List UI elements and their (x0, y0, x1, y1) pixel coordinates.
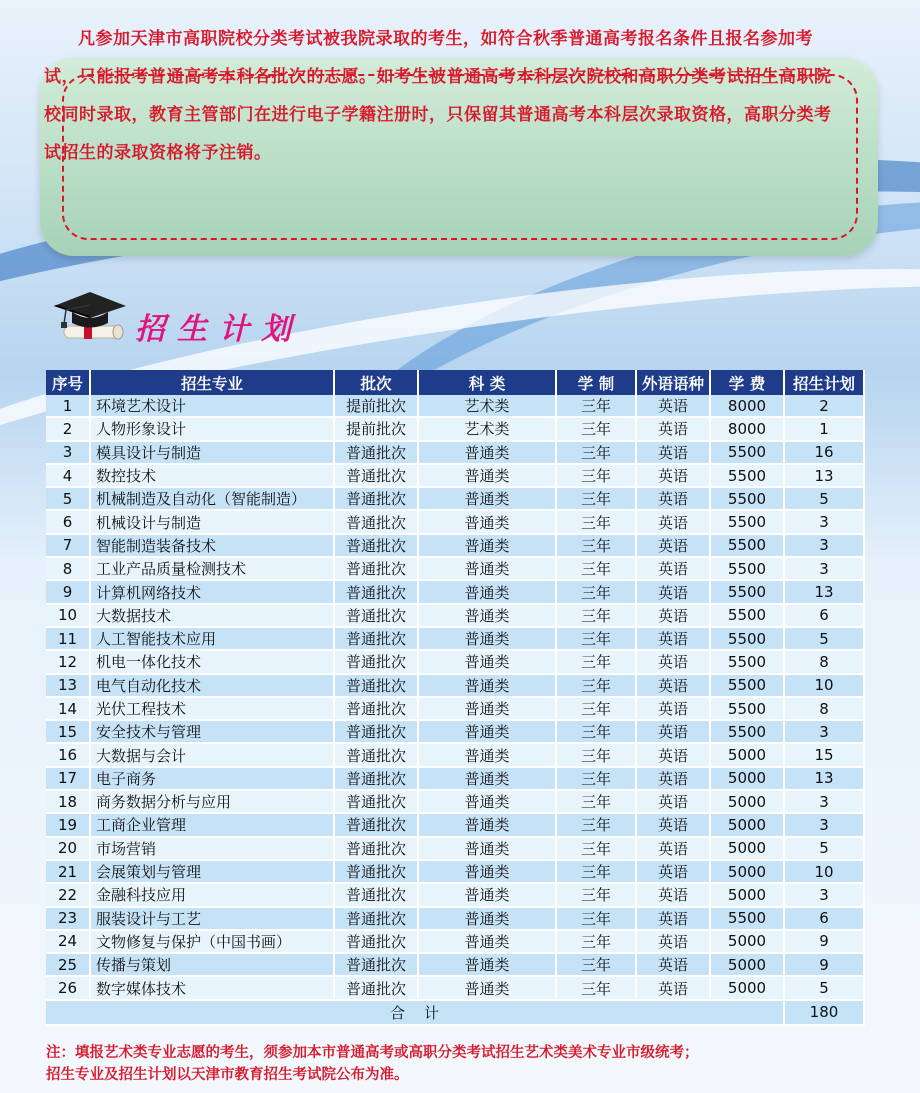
column-header: 学 费 (710, 370, 784, 395)
duration-cell: 三年 (556, 627, 636, 650)
table-row (46, 395, 864, 417)
language-cell: 英语 (636, 697, 710, 720)
tuition-cell: 5500 (710, 534, 784, 557)
batch-cell: 普通批次 (334, 767, 418, 790)
category-cell: 普通类 (418, 627, 556, 650)
tuition-cell: 5500 (710, 580, 784, 603)
quota-cell: 13 (784, 580, 864, 603)
major-cell: 会展策划与管理 (90, 860, 334, 883)
table-row (46, 441, 864, 464)
major-cell: 工商企业管理 (90, 813, 334, 836)
row-number-cell: 25 (46, 953, 90, 976)
category-cell: 普通类 (418, 604, 556, 627)
row-number-cell: 17 (46, 767, 90, 790)
category-cell: 普通类 (418, 813, 556, 836)
batch-cell: 普通批次 (334, 534, 418, 557)
quota-cell: 1 (784, 417, 864, 440)
quota-cell: 3 (784, 557, 864, 580)
batch-cell: 普通批次 (334, 813, 418, 836)
category-cell: 普通类 (418, 930, 556, 953)
tuition-cell: 5500 (710, 650, 784, 673)
quota-cell: 15 (784, 743, 864, 766)
duration-cell: 三年 (556, 395, 636, 417)
table-row (46, 767, 864, 790)
table-row (46, 720, 864, 743)
table-row (46, 976, 864, 999)
batch-cell: 普通批次 (334, 790, 418, 813)
quota-cell: 3 (784, 883, 864, 906)
row-number-cell: 10 (46, 604, 90, 627)
duration-cell: 三年 (556, 557, 636, 580)
quota-cell: 8 (784, 697, 864, 720)
duration-cell: 三年 (556, 580, 636, 603)
duration-cell: 三年 (556, 720, 636, 743)
quota-cell: 3 (784, 813, 864, 836)
category-cell: 普通类 (418, 580, 556, 603)
column-header: 序号 (46, 370, 90, 395)
major-cell: 计算机网络技术 (90, 580, 334, 603)
major-cell: 商务数据分析与应用 (90, 790, 334, 813)
table-row (46, 953, 864, 976)
row-number-cell: 5 (46, 487, 90, 510)
major-cell: 智能制造装备技术 (90, 534, 334, 557)
category-cell: 普通类 (418, 534, 556, 557)
tuition-cell: 5000 (710, 790, 784, 813)
quota-cell: 3 (784, 510, 864, 533)
row-number-cell: 23 (46, 907, 90, 930)
batch-cell: 普通批次 (334, 720, 418, 743)
table-row (46, 813, 864, 836)
duration-cell: 三年 (556, 930, 636, 953)
category-cell: 普通类 (418, 557, 556, 580)
column-header: 学 制 (556, 370, 636, 395)
language-cell: 英语 (636, 743, 710, 766)
duration-cell: 三年 (556, 790, 636, 813)
language-cell: 英语 (636, 557, 710, 580)
tuition-cell: 5500 (710, 907, 784, 930)
batch-cell: 普通批次 (334, 697, 418, 720)
total-label: 合 计 (46, 1000, 784, 1025)
language-cell: 英语 (636, 487, 710, 510)
quota-cell: 3 (784, 720, 864, 743)
language-cell: 英语 (636, 464, 710, 487)
tuition-cell: 5000 (710, 953, 784, 976)
quota-cell: 13 (784, 464, 864, 487)
major-cell: 机械制造及自动化（智能制造） (90, 487, 334, 510)
language-cell: 英语 (636, 907, 710, 930)
batch-cell: 提前批次 (334, 395, 418, 417)
category-cell: 普通类 (418, 697, 556, 720)
quota-cell: 9 (784, 930, 864, 953)
language-cell: 英语 (636, 417, 710, 440)
tuition-cell: 5500 (710, 510, 784, 533)
category-cell: 普通类 (418, 907, 556, 930)
tuition-cell: 8000 (710, 395, 784, 417)
row-number-cell: 13 (46, 674, 90, 697)
category-cell: 普通类 (418, 883, 556, 906)
quota-cell: 13 (784, 767, 864, 790)
column-header: 外语语种 (636, 370, 710, 395)
major-cell: 市场营销 (90, 837, 334, 860)
tuition-cell: 5500 (710, 557, 784, 580)
major-cell: 模具设计与制造 (90, 441, 334, 464)
batch-cell: 普通批次 (334, 650, 418, 673)
tuition-cell: 5000 (710, 883, 784, 906)
quota-cell: 3 (784, 534, 864, 557)
quota-cell: 5 (784, 627, 864, 650)
row-number-cell: 4 (46, 464, 90, 487)
batch-cell: 普通批次 (334, 837, 418, 860)
row-number-cell: 22 (46, 883, 90, 906)
quota-cell: 16 (784, 441, 864, 464)
language-cell: 英语 (636, 510, 710, 533)
major-cell: 电气自动化技术 (90, 674, 334, 697)
language-cell: 英语 (636, 837, 710, 860)
batch-cell: 普通批次 (334, 674, 418, 697)
duration-cell: 三年 (556, 510, 636, 533)
tuition-cell: 5000 (710, 813, 784, 836)
duration-cell: 三年 (556, 441, 636, 464)
row-number-cell: 8 (46, 557, 90, 580)
table-row (46, 860, 864, 883)
tuition-cell: 5500 (710, 464, 784, 487)
tuition-cell: 5000 (710, 837, 784, 860)
quota-cell: 8 (784, 650, 864, 673)
tuition-cell: 5500 (710, 604, 784, 627)
category-cell: 普通类 (418, 441, 556, 464)
category-cell: 普通类 (418, 487, 556, 510)
quota-cell: 6 (784, 907, 864, 930)
major-cell: 环境艺术设计 (90, 395, 334, 417)
duration-cell: 三年 (556, 534, 636, 557)
table-row (46, 790, 864, 813)
quota-cell: 5 (784, 837, 864, 860)
category-cell: 普通类 (418, 720, 556, 743)
major-cell: 数字媒体技术 (90, 976, 334, 999)
table-row (46, 697, 864, 720)
tuition-cell: 5000 (710, 976, 784, 999)
category-cell: 普通类 (418, 837, 556, 860)
table-row (46, 510, 864, 533)
row-number-cell: 15 (46, 720, 90, 743)
table-row (46, 650, 864, 673)
tuition-cell: 5500 (710, 487, 784, 510)
language-cell: 英语 (636, 767, 710, 790)
table-row (46, 837, 864, 860)
language-cell: 英语 (636, 604, 710, 627)
table-row (46, 930, 864, 953)
quota-cell: 5 (784, 976, 864, 999)
duration-cell: 三年 (556, 650, 636, 673)
row-number-cell: 6 (46, 510, 90, 533)
footnote (46, 1042, 906, 1086)
batch-cell: 普通批次 (334, 441, 418, 464)
batch-cell: 提前批次 (334, 417, 418, 440)
tuition-cell: 5000 (710, 930, 784, 953)
table-row (46, 674, 864, 697)
duration-cell: 三年 (556, 907, 636, 930)
category-cell: 艺术类 (418, 395, 556, 417)
table-row (46, 580, 864, 603)
language-cell: 英语 (636, 790, 710, 813)
category-cell: 普通类 (418, 953, 556, 976)
row-number-cell: 14 (46, 697, 90, 720)
tuition-cell: 5500 (710, 697, 784, 720)
language-cell: 英语 (636, 976, 710, 999)
category-cell: 普通类 (418, 650, 556, 673)
row-number-cell: 16 (46, 743, 90, 766)
row-number-cell: 2 (46, 417, 90, 440)
duration-cell: 三年 (556, 976, 636, 999)
language-cell: 英语 (636, 953, 710, 976)
tuition-cell: 5500 (710, 627, 784, 650)
major-cell: 光伏工程技术 (90, 697, 334, 720)
row-number-cell: 18 (46, 790, 90, 813)
row-number-cell: 12 (46, 650, 90, 673)
duration-cell: 三年 (556, 813, 636, 836)
major-cell: 金融科技应用 (90, 883, 334, 906)
table-row (46, 743, 864, 766)
category-cell: 普通类 (418, 976, 556, 999)
tuition-cell: 5000 (710, 743, 784, 766)
language-cell: 英语 (636, 813, 710, 836)
quota-cell: 10 (784, 860, 864, 883)
category-cell: 普通类 (418, 674, 556, 697)
batch-cell: 普通批次 (334, 557, 418, 580)
batch-cell: 普通批次 (334, 883, 418, 906)
duration-cell: 三年 (556, 743, 636, 766)
duration-cell: 三年 (556, 674, 636, 697)
language-cell: 英语 (636, 627, 710, 650)
duration-cell: 三年 (556, 860, 636, 883)
row-number-cell: 7 (46, 534, 90, 557)
quota-cell: 6 (784, 604, 864, 627)
quota-cell: 5 (784, 487, 864, 510)
major-cell: 安全技术与管理 (90, 720, 334, 743)
category-cell: 普通类 (418, 743, 556, 766)
language-cell: 英语 (636, 534, 710, 557)
language-cell: 英语 (636, 930, 710, 953)
category-cell: 普通类 (418, 790, 556, 813)
row-number-cell: 9 (46, 580, 90, 603)
language-cell: 英语 (636, 674, 710, 697)
category-cell: 普通类 (418, 464, 556, 487)
major-cell: 文物修复与保护（中国书画） (90, 930, 334, 953)
duration-cell: 三年 (556, 464, 636, 487)
major-cell: 数控技术 (90, 464, 334, 487)
table-row (46, 907, 864, 930)
duration-cell: 三年 (556, 837, 636, 860)
table-row (46, 883, 864, 906)
table-row (46, 487, 864, 510)
duration-cell: 三年 (556, 697, 636, 720)
major-cell: 传播与策划 (90, 953, 334, 976)
major-cell: 电子商务 (90, 767, 334, 790)
batch-cell: 普通批次 (334, 860, 418, 883)
batch-cell: 普通批次 (334, 976, 418, 999)
major-cell: 服装设计与工艺 (90, 907, 334, 930)
tuition-cell: 5500 (710, 441, 784, 464)
quota-cell: 10 (784, 674, 864, 697)
major-cell: 大数据技术 (90, 604, 334, 627)
batch-cell: 普通批次 (334, 907, 418, 930)
table-row (46, 464, 864, 487)
column-header: 科 类 (418, 370, 556, 395)
row-number-cell: 24 (46, 930, 90, 953)
column-header: 招生专业 (90, 370, 334, 395)
batch-cell: 普通批次 (334, 464, 418, 487)
table-row (46, 627, 864, 650)
table-header-row (46, 370, 864, 395)
category-cell: 普通类 (418, 767, 556, 790)
batch-cell: 普通批次 (334, 930, 418, 953)
category-cell: 艺术类 (418, 417, 556, 440)
language-cell: 英语 (636, 441, 710, 464)
major-cell: 人工智能技术应用 (90, 627, 334, 650)
batch-cell: 普通批次 (334, 604, 418, 627)
duration-cell: 三年 (556, 604, 636, 627)
major-cell: 机械设计与制造 (90, 510, 334, 533)
language-cell: 英语 (636, 650, 710, 673)
footnote-line: 注：填报艺术类专业志愿的考生，须参加本市普通高考或高职分类考试招生艺术类美术专业市级统考； (46, 1045, 699, 1061)
row-number-cell: 19 (46, 813, 90, 836)
major-cell: 大数据与会计 (90, 743, 334, 766)
table-row (46, 534, 864, 557)
category-cell: 普通类 (418, 510, 556, 533)
language-cell: 英语 (636, 883, 710, 906)
tuition-cell: 5500 (710, 674, 784, 697)
duration-cell: 三年 (556, 417, 636, 440)
row-number-cell: 20 (46, 837, 90, 860)
major-cell: 工业产品质量检测技术 (90, 557, 334, 580)
batch-cell: 普通批次 (334, 580, 418, 603)
table-row (46, 604, 864, 627)
major-cell: 人物形象设计 (90, 417, 334, 440)
section-header (50, 290, 350, 360)
language-cell: 英语 (636, 395, 710, 417)
batch-cell: 普通批次 (334, 743, 418, 766)
table-row (46, 557, 864, 580)
quota-cell: 3 (784, 790, 864, 813)
section-title: 招生计划 (135, 312, 303, 347)
row-number-cell: 26 (46, 976, 90, 999)
major-cell: 机电一体化技术 (90, 650, 334, 673)
tuition-cell: 5000 (710, 767, 784, 790)
row-number-cell: 11 (46, 627, 90, 650)
column-header: 批次 (334, 370, 418, 395)
batch-cell: 普通批次 (334, 487, 418, 510)
row-number-cell: 1 (46, 395, 90, 417)
tuition-cell: 5000 (710, 860, 784, 883)
batch-cell: 普通批次 (334, 510, 418, 533)
total-row (46, 1000, 864, 1025)
enrollment-plan-table (46, 370, 865, 1026)
quota-cell: 9 (784, 953, 864, 976)
tuition-cell: 8000 (710, 417, 784, 440)
duration-cell: 三年 (556, 953, 636, 976)
total-value: 180 (784, 1000, 864, 1025)
tuition-cell: 5500 (710, 720, 784, 743)
footnote-line: 招生专业及招生计划以天津市教育招生考试院公布为准。 (46, 1067, 409, 1083)
table-row (46, 417, 864, 440)
column-header: 招生计划 (784, 370, 864, 395)
language-cell: 英语 (636, 720, 710, 743)
duration-cell: 三年 (556, 487, 636, 510)
duration-cell: 三年 (556, 883, 636, 906)
category-cell: 普通类 (418, 860, 556, 883)
quota-cell: 2 (784, 395, 864, 417)
row-number-cell: 3 (46, 441, 90, 464)
language-cell: 英语 (636, 860, 710, 883)
row-number-cell: 21 (46, 860, 90, 883)
graduation-cap-icon (50, 290, 130, 352)
batch-cell: 普通批次 (334, 627, 418, 650)
batch-cell: 普通批次 (334, 953, 418, 976)
language-cell: 英语 (636, 580, 710, 603)
duration-cell: 三年 (556, 767, 636, 790)
admission-notice-text: 凡参加天津市高职院校分类考试被我院录取的考生，如符合秋季普通高考报名条件且报名参加考试，只能报考普通高考本科各批次的志愿。如考生被普通高考本科层次院校和高职分类考试招生高职院校同时录取，教育主管部门在进行电子学籍注册时，只保留其普通高考本科层次录取资格，高职分类考试招生的录取资格将予注销。 (44, 29, 832, 163)
